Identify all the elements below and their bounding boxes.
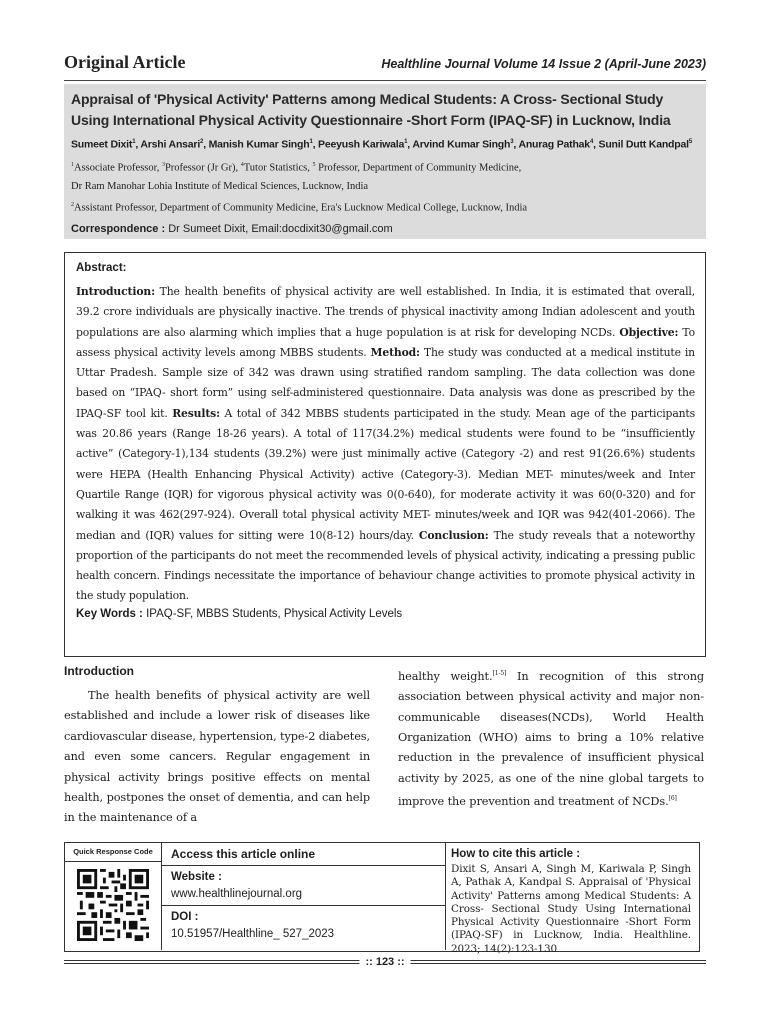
website-link[interactable]: www.healthlinejournal.org	[171, 888, 303, 900]
correspondence-label: Correspondence :	[71, 222, 166, 235]
intro-paragraph-continued: healthy weight.[1-5] In recognition of this strong association between physical activity and major non-communicable diseases(NCDs), World Health Organization (WHO) aims to bring a 10% relative reduction in the prevalence of insufficient physical activity by 2025, as one of the nine global targets to improve the prevention and treatment of NCDs.[6]	[398, 669, 704, 808]
author-sup: 1	[404, 139, 408, 145]
journal-citation: Healthline Journal Volume 14 Issue 2 (April-June 2023)	[381, 57, 706, 71]
author-name: Arvind Kumar Singh	[412, 138, 511, 151]
article-title: Appraisal of 'Physical Activity' Patterns among Medical Students: A Cross- Sectional Study Using International Physical Activity Questionnaire -Short Form (IPAQ-SF) in Lucknow, India	[71, 91, 671, 128]
body-column-left	[64, 664, 370, 849]
author-list: Sumeet Dixit$^1$, Arshi Ansari$^2$, Manish Kumar Singh$^1$, Peeyush Kariwala$^1$, Arvind Kumar Singh$^3$, Anurag Pathak$^4$, Sunil Dutt Kandpal$^5$	[71, 138, 692, 151]
author-sup: 4	[589, 139, 594, 145]
abstract-box	[64, 252, 706, 657]
qr-label: Quick Response Code	[65, 843, 161, 862]
author-name: Manish Kumar Singh	[208, 138, 310, 151]
author-name: Sumeet Dixit	[71, 138, 133, 151]
page-footer	[64, 957, 706, 969]
author-sup: 1	[132, 139, 136, 145]
body-column-right	[398, 664, 704, 812]
author-sup: 2	[200, 139, 204, 145]
website-label: Website :	[171, 871, 222, 883]
article-type: Original Article	[64, 52, 186, 72]
citation-column	[445, 843, 699, 955]
access-title: Access this article online	[161, 843, 445, 866]
doi-row	[161, 906, 445, 943]
citation-title: How to cite this article :	[451, 848, 581, 860]
author-sup: 1	[309, 139, 313, 145]
author-name: Sunil Dutt Kandpal	[598, 138, 689, 151]
affiliation-line: Dr Ram Manohar Lohia Institute of Medical Sciences, Lucknow, India	[71, 181, 369, 192]
page-number: :: 123 ::	[359, 956, 410, 968]
running-header	[64, 52, 706, 81]
doi-label: DOI :	[171, 911, 199, 923]
author-sup: 3	[510, 139, 514, 145]
keywords: Key Words : IPAQ-SF, MBBS Students, Physical Activity Levels	[76, 607, 403, 620]
section-heading: Introduction	[64, 664, 134, 678]
access-column	[161, 843, 446, 950]
qr-column	[65, 843, 162, 950]
affiliation-line: $^1$Associate Professor, $^3$Professor (Jr Gr), $^4$Tutor Statistics, $^5$ Professor, Department of Community Medicine,	[71, 161, 522, 173]
author-name: Anurag Pathak	[518, 138, 590, 151]
doi-link[interactable]: 10.51957/Healthline_ 527_2023	[171, 928, 335, 940]
author-sup: 5	[688, 139, 692, 145]
affiliation-line: $^2$Assistant Professor, Department of Community Medicine, Era's Lucknow Medical College, Lucknow, India	[71, 202, 528, 214]
qr-code-icon[interactable]	[77, 869, 149, 941]
author-name: Arshi Ansari	[140, 138, 201, 151]
citation-text: Dixit S, Ansari A, Singh M, Kariwala P, Singh A, Pathak A, Kandpal S. Appraisal of 'Physical Activity' Patterns among Medical Students: A Cross- Sectional Study Using International Physical Activity Questionnaire -Short Form (IPAQ-SF) in Lucknow, India. Healthline. 2023; 14(2):123-130	[451, 863, 691, 955]
correspondence-text: Dr Sumeet Dixit, Email:docdixit30@gmail.com	[168, 222, 393, 235]
correspondence	[71, 220, 699, 239]
title-block	[64, 84, 706, 239]
author-name: Peeyush Kariwala	[318, 138, 405, 151]
article-access-box	[64, 842, 700, 955]
website-row	[161, 866, 445, 906]
abstract-body: Introduction: The health benefits of physical activity are well established. In India, it is estimated that overall, 39.2 crore individuals are physically inactive. The trends of physical inactivity among Indian adolescent and youth populations are also alarming which implies that a huge population is at risk for developing NCDs. Objective: To assess physical activity levels among MBBS students. Method: The study was conducted at a medical institute in Uttar Pradesh. Sample size of 342 was drawn using stratified random sampling. The data collection was done based on “IPAQ- short form” using self-administered questionnaire. Data analysis was done as prescribed by the IPAQ-SF tool kit. Results: A total of 342 MBBS students participated in the study. Mean age of the participants was 20.86 years (Range 18-26 years). A total of 117(34.2%) medical students were found to be “insufficiently active” (Category-1),134 students (39.2%) were just minimally active (Category -2) and rest 91(26.6%) students were HEPA (Health Enhancing Physical Activity) active (Category-3). Median MET- minutes/week and Inter Quartile Range (IQR) for vigorous physical activity was 0(0-640), for moderate activity it was 60(0-320) and for walking it was 462(297-924). Overall total physical activity MET- minutes/week and IQR was 942(401-2066). The median and (IQR) values for sitting were 10(8-12) hours/day. Conclusion: The study reveals that a noteworthy proportion of the participants do not meet the recommended levels of physical activity, indicating a pressing public health concern. Findings necessitate the importance of behaviour change activities to promote physical activity in the study population.	[76, 285, 695, 603]
intro-paragraph-1: The health benefits of physical activity are well established and include a lower risk of diseases like cardiovascular disease, hypertension, type-2 diabetes, and even some cancers. Regular engagement in physical activity brings positive effects on mental health, postpones the onset of dementia, and can help in the maintenance of a	[64, 689, 370, 825]
abstract-heading: Abstract:	[76, 262, 127, 274]
